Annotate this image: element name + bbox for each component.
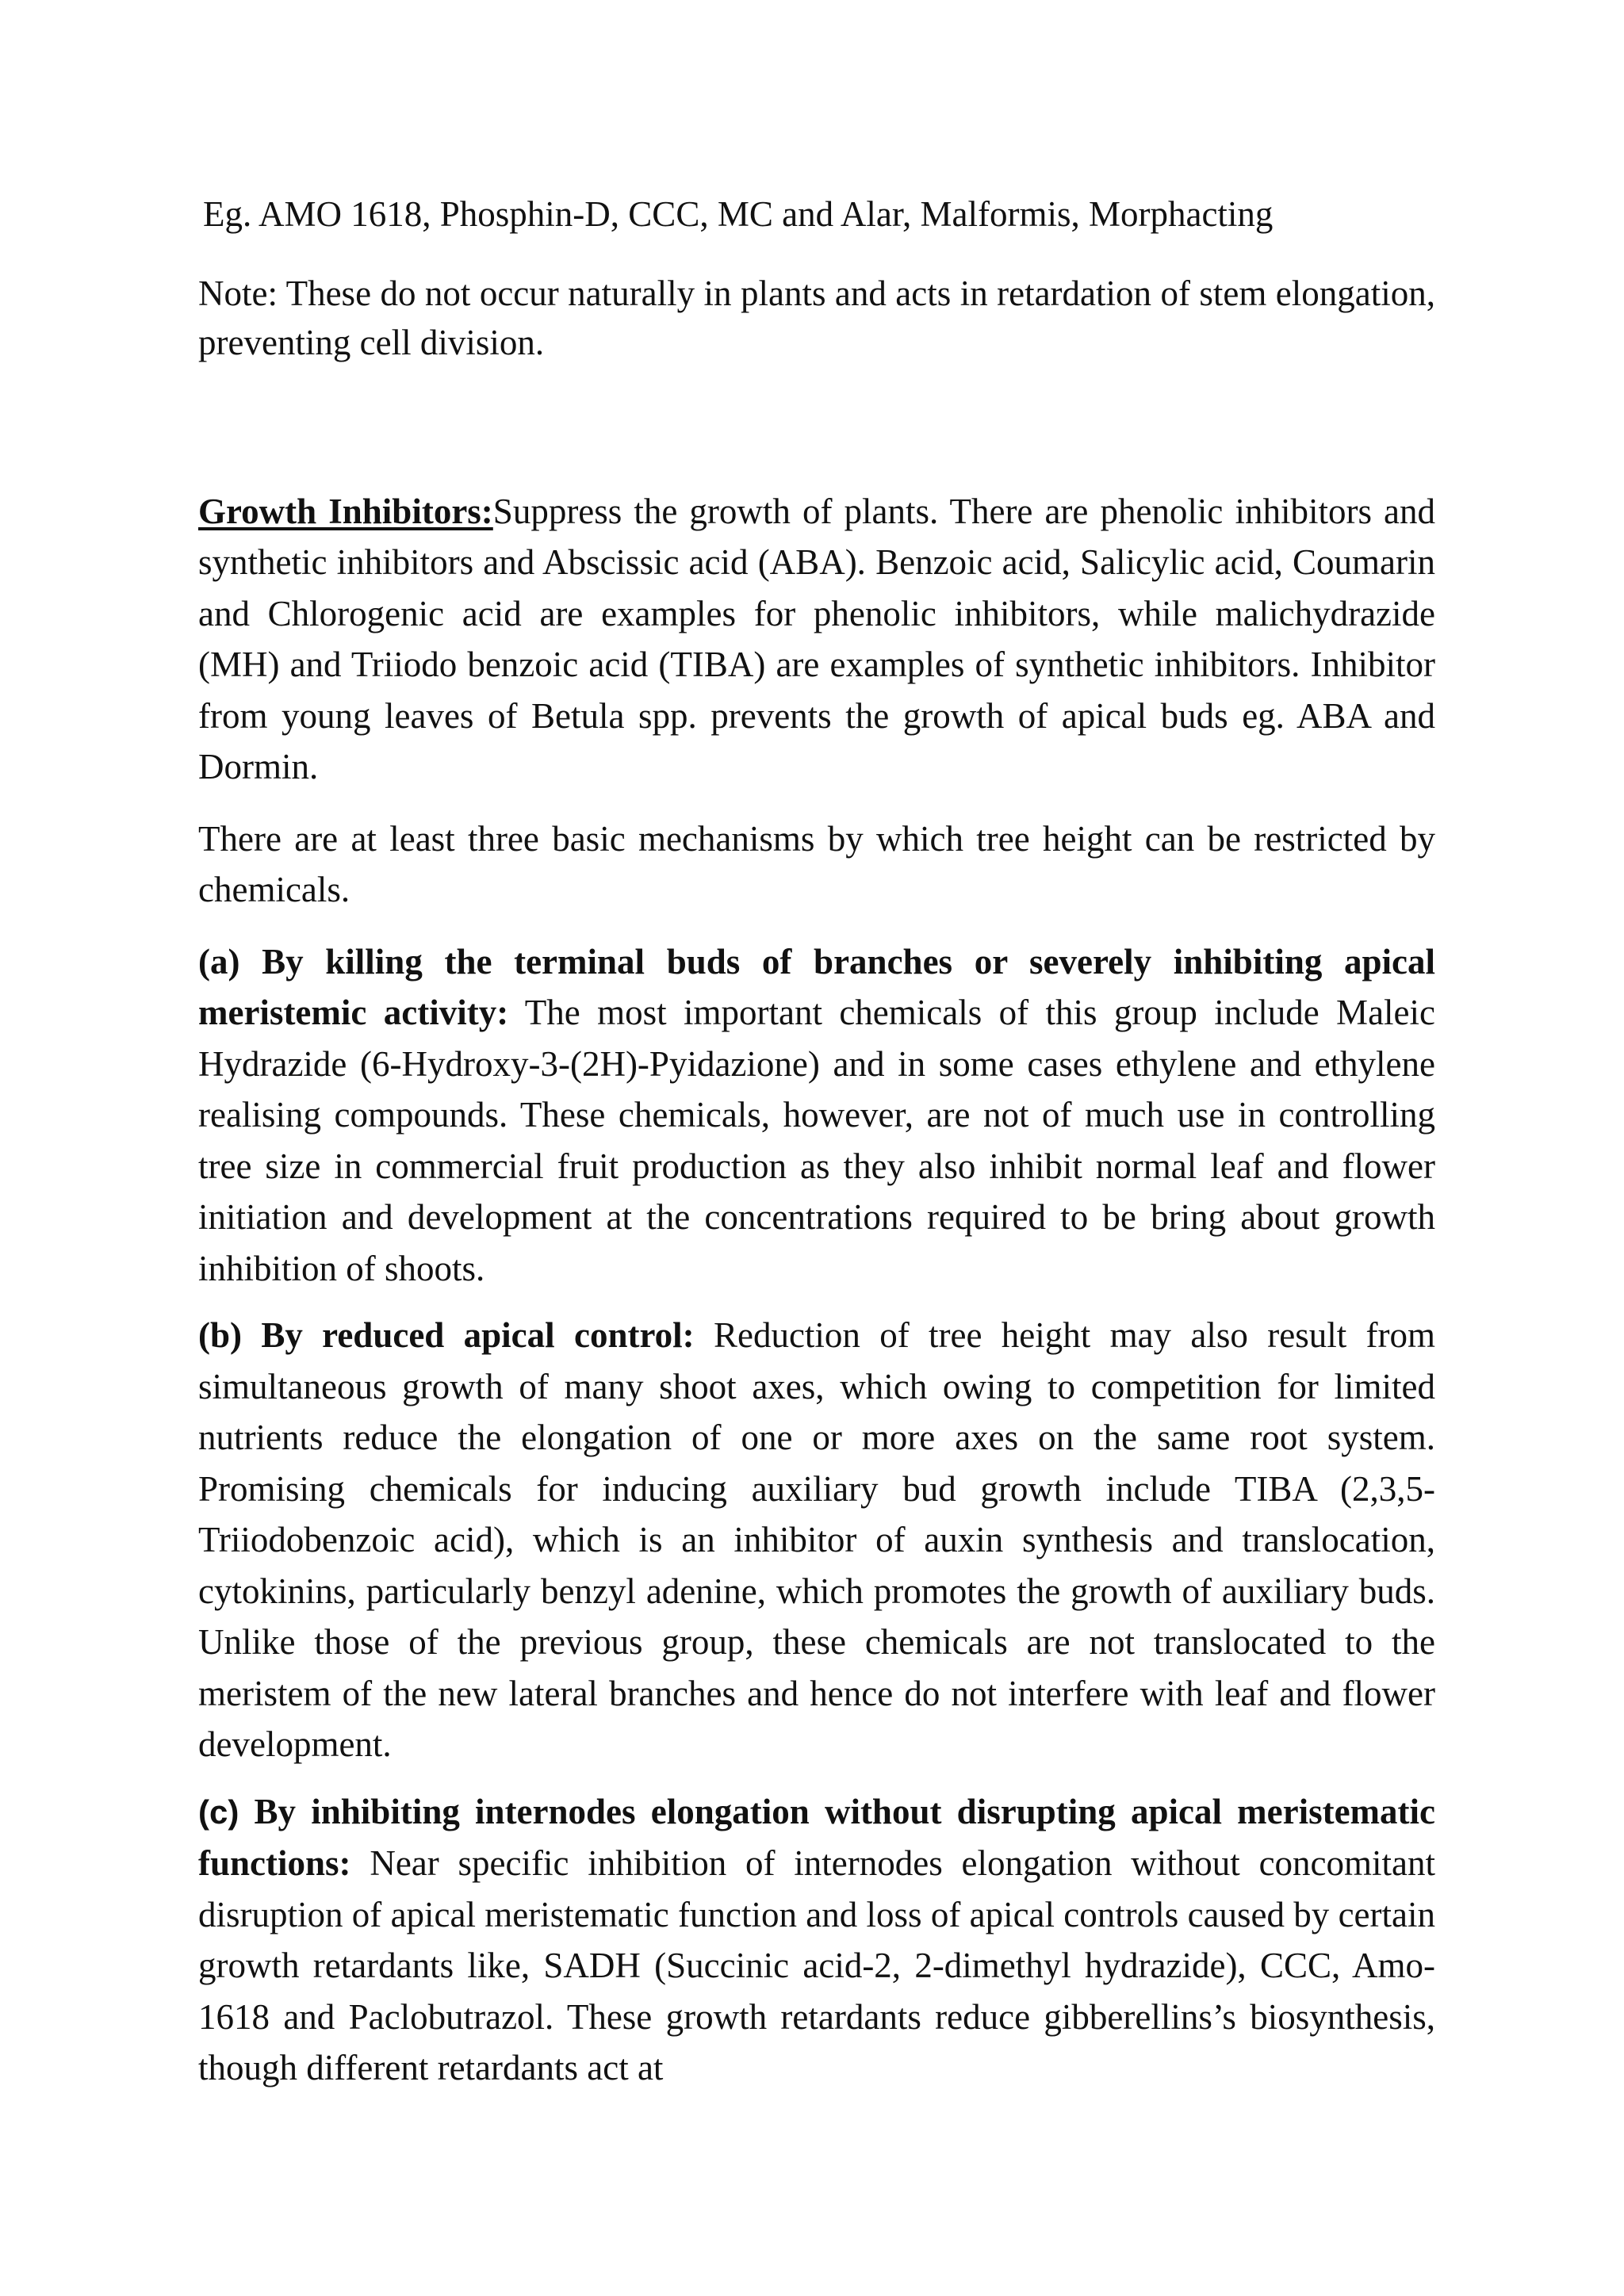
mechanism-c-paragraph bbox=[198, 1786, 1435, 2094]
mechanism-c-body: Near specific inhibition of internodes elongation without concomitant disruption of apical meristematic function and loss of apical controls caused by certain growth retardants like, SADH (Succinic acid-2, 2-dimethyl hydrazide), CCC, Amo-1618 and Paclobutrazol. These growth retardants reduce gibberellins’s biosynthesis, though different retardants act at bbox=[198, 1843, 1435, 2087]
examples-line: Eg. AMO 1618, Phosphin-D, CCC, MC and Alar, Malformis, Morphacting bbox=[203, 194, 1274, 234]
note-paragraph: Note: These do not occur naturally in plants and acts in retardation of stem elongation, preventing cell division. bbox=[198, 273, 1435, 362]
growth-inhibitors-body: Suppress the growth of plants. There are phenolic inhibitors and synthetic inhibitors and Abscissic acid (ABA). Benzoic acid, Salicylic acid, Coumarin and Chlorogenic acid are examples for phenolic inhibitors, while malichydrazide (MH) and Triiodo benzoic acid (TIBA) are examples of synthetic inhibitors. Inhibitor from young leaves of Betula spp. prevents the growth of apical buds eg. ABA and Dormin. bbox=[198, 491, 1435, 786]
mechanism-b-paragraph bbox=[198, 1310, 1435, 1770]
mechanism-c-heading: By inhibiting internodes elongation without disrupting apical meristematic functions: bbox=[198, 1791, 1435, 1883]
mechanism-a-body: The most important chemicals of this group include Maleic Hydrazide (6-Hydroxy-3-(2H)-Pyidazione) and in some cases ethylene and ethylene realising compounds. These chemicals, however, are not of much use in controlling tree size in commercial fruit production as they also inhibit normal leaf and flower initiation and development at the concentrations required to be bring about growth inhibition of shoots. bbox=[198, 993, 1435, 1288]
mechanism-a-heading: (a) By killing the terminal buds of branches or severely inhibiting apical meristemic activity: bbox=[198, 941, 1435, 1032]
mechanism-b-body: Reduction of tree height may also result from simultaneous growth of many shoot axes, which owing to competition for limited nutrients reduce the elongation of one or more axes on the same root system. Promising chemicals for inducing auxiliary bud growth include TIBA (2,3,5-Triiodobenzoic acid), which is an inhibitor of auxin synthesis and translocation, cytokinins, particularly benzyl adenine, which promotes the growth of auxiliary buds. Unlike those of the previous group, these chemicals are not translocated to the meristem of the new lateral branches and hence do not interfere with leaf and flower development. bbox=[198, 1315, 1436, 1764]
mechanism-b-heading: (b) By reduced apical control: bbox=[198, 1315, 695, 1355]
mechanism-a-paragraph bbox=[198, 936, 1435, 1295]
mechanism-c-label: (c) bbox=[198, 1793, 239, 1831]
page-content bbox=[198, 189, 1435, 2094]
growth-inhibitors-heading: Growth Inhibitors: bbox=[198, 491, 493, 531]
mechanisms-intro-paragraph: There are at least three basic mechanisms by which tree height can be restricted by chemicals. bbox=[198, 818, 1435, 909]
growth-inhibitors-paragraph bbox=[198, 486, 1435, 793]
